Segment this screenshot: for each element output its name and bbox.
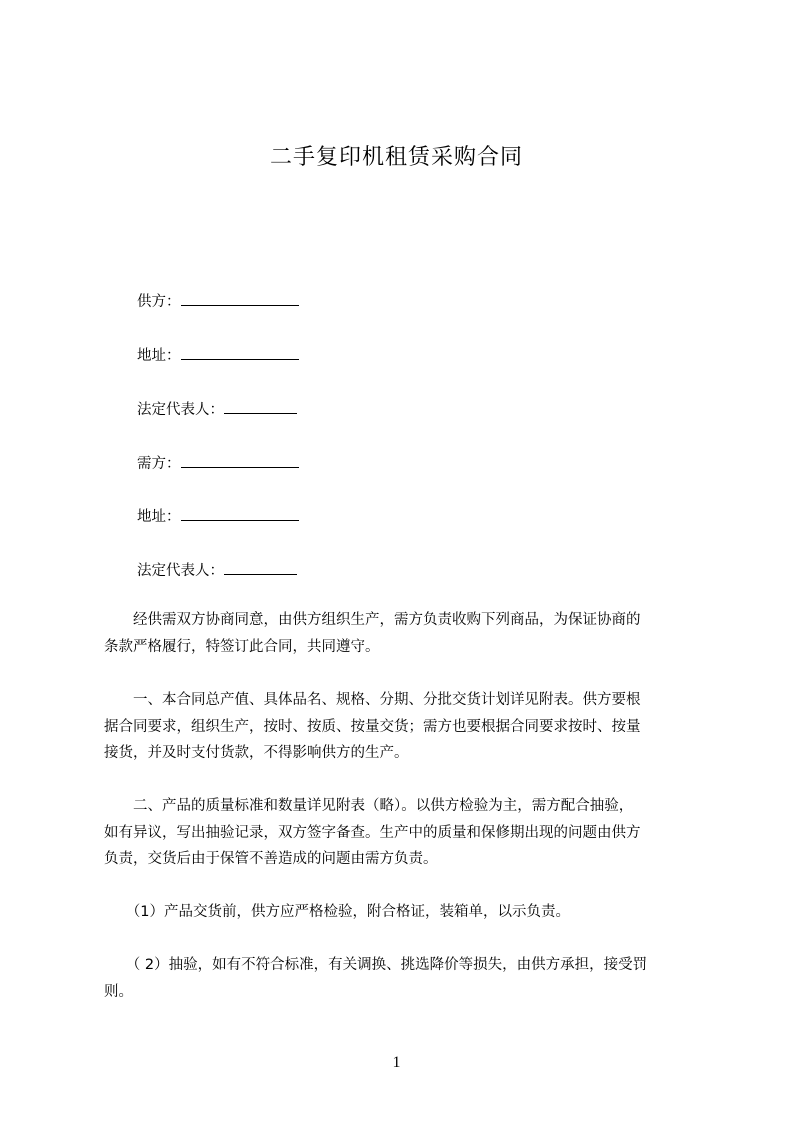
page-number: 1 <box>392 1054 401 1071</box>
supplier-address-label: 地址： <box>137 348 181 364</box>
paragraph-line: 负责，交货后由于保管不善造成的问题由需方负责。 <box>104 851 438 867</box>
paragraph-line: 如有异议，写出抽验记录，双方签字备查。生产中的质量和保修期出现的问题由供方 <box>104 824 641 841</box>
paragraph-line: （ 2）抽验，如有不符合标准，有关调换、挑选降价等损失，由供方承担，接受罚 <box>104 957 648 973</box>
buyer-representative-field <box>137 559 297 581</box>
supplier-representative-label: 法定代表人： <box>137 402 224 418</box>
paragraph-line: 条款严格履行，特签订此合同，共同遵守。 <box>104 638 380 655</box>
buyer-address-label: 地址： <box>137 509 181 525</box>
buyer-label: 需方： <box>137 456 181 472</box>
clause-2-item-2-paragraph <box>104 952 704 1005</box>
buyer-address-field <box>137 505 299 527</box>
paragraph-line: 一、本合同总产值、具体品名、规格、分期、分批交货计划详见附表。供方要根 <box>104 692 641 708</box>
supplier-address-field <box>137 344 299 366</box>
clause-1-paragraph <box>104 687 704 767</box>
paragraph-line: 则。 <box>104 983 133 1000</box>
supplier-blank[interactable] <box>181 290 299 306</box>
paragraph-line: 二、产品的质量标准和数量详见附表（略）。以供方检验为主，需方配合抽验， <box>104 798 634 814</box>
paragraph-line: 据合同要求，组织生产，按时、按质、按量交货；需方也要根据合同要求按时、按量 <box>104 718 641 735</box>
buyer-address-blank[interactable] <box>181 505 299 521</box>
clause-2-paragraph <box>104 793 704 873</box>
document-title: 二手复印机租赁采购合同 <box>269 145 523 170</box>
buyer-field <box>137 452 299 474</box>
paragraph-line: 接货，并及时支付货款，不得影响供方的生产。 <box>104 745 409 761</box>
buyer-blank[interactable] <box>181 452 299 468</box>
clause-2-item-1-paragraph <box>104 899 704 926</box>
buyer-representative-label: 法定代表人： <box>137 563 224 579</box>
supplier-representative-blank[interactable] <box>224 398 297 414</box>
supplier-field <box>137 290 299 312</box>
paragraph-line: （1）产品交货前，供方应严格检验，附合格证，装箱单，以示负责。 <box>104 904 570 920</box>
intro-paragraph <box>104 607 704 660</box>
buyer-representative-blank[interactable] <box>224 559 297 575</box>
supplier-address-blank[interactable] <box>181 344 299 360</box>
supplier-representative-field <box>137 398 297 420</box>
supplier-label: 供方： <box>137 294 181 310</box>
paragraph-line: 经供需双方协商同意，由供方组织生产，需方负责收购下列商品，为保证协商的 <box>104 612 641 628</box>
